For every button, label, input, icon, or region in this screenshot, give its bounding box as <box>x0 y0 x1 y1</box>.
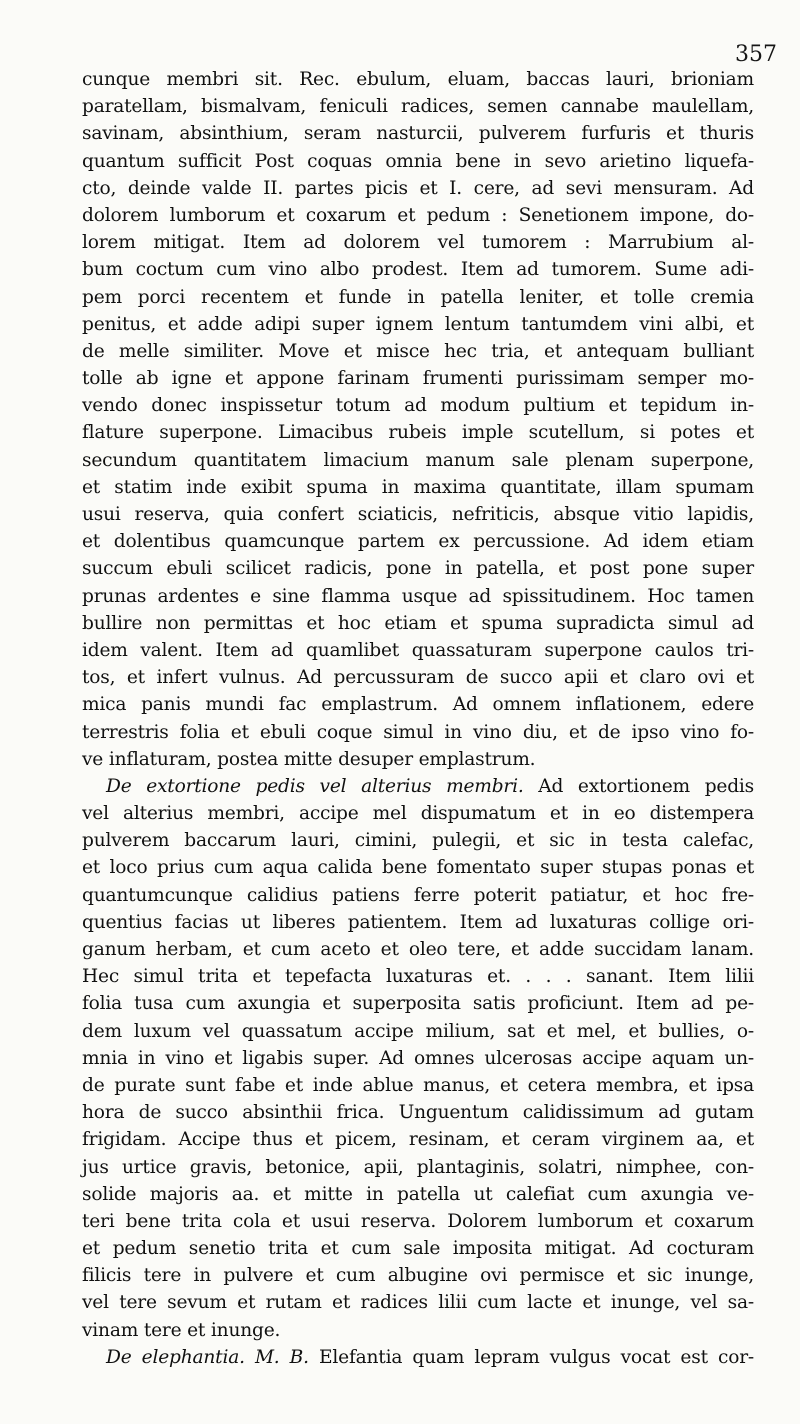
text-line: dolorem lumborum et coxarum et pedum : Senetionem impone, do- <box>82 204 754 226</box>
body-text <box>82 66 754 1371</box>
text-line: mica panis mundi fac emplastrum. Ad omnem inflationem, edere <box>82 694 754 716</box>
text-line: Hec simul trita et tepefacta luxaturas et. . . . sanant. Item lilii <box>82 966 754 988</box>
text-line: ve inflaturam, postea mitte desuper emplastrum. <box>82 748 536 770</box>
text-line: teri bene trita cola et usui reserva. Dolorem lumborum et coxarum <box>82 1210 754 1232</box>
text-line: bullire non permittas et hoc etiam et spuma supradicta simul ad <box>82 612 754 634</box>
text-line: penitus, et adde adipi super ignem lentum tantumdem vini albi, et <box>82 313 754 335</box>
text-line: de melle similiter. Move et misce hec tria, et antequam bulliant <box>82 340 754 362</box>
text-line: mnia in vino et ligabis super. Ad omnes ulcerosas accipe aquam un- <box>82 1047 754 1069</box>
text-line: tos, et infert vulnus. Ad percussuram de succo apii et claro ovi et <box>82 667 754 689</box>
text-line: solide majoris aa. et mitte in patella ut calefiat cum axungia ve- <box>82 1183 754 1205</box>
text-line: et dolentibus quamcunque partem ex percussione. Ad idem etiam <box>82 531 754 553</box>
text-line: usui reserva, quia confert sciaticis, nefriticis, absque vitio lapidis, <box>82 504 754 525</box>
section-heading-continuation: Ad extortionem pedis <box>523 775 754 797</box>
text-line: frigidam. Accipe thus et picem, resinam, et ceram virginem aa, et <box>82 1129 754 1151</box>
text-line: vel tere sevum et rutam et radices lilii cum lacte et inunge, vel sa- <box>82 1292 754 1314</box>
text-line: cunque membri sit. Rec. ebulum, eluam, baccas lauri, brioniam <box>82 69 754 90</box>
section-heading-extortione: De extortione pedis vel alterius membri. <box>106 775 524 797</box>
text-line: succum ebuli scilicet radicis, pone in patella, et post pone super <box>82 558 754 580</box>
text-line: et pedum senetio trita et cum sale imposita mitigat. Ad cocturam <box>82 1238 754 1260</box>
section-heading-elephantia: De elephantia. M. B. <box>106 1346 309 1368</box>
text-line: pem porci recentem et funde in patella leniter, et tolle cremia <box>82 286 754 308</box>
text-line: et statim inde exibit spuma in maxima quantitate, illam spumam <box>82 476 754 498</box>
text-line: folia tusa cum axungia et superposita satis proficiunt. Item ad pe- <box>82 993 754 1015</box>
text-line: quantum sufficit Post coquas omnia bene in sevo arietino liquefa- <box>82 150 754 172</box>
text-line: filicis tere in pulvere et cum albugine ovi permisce et sic inunge, <box>82 1265 754 1287</box>
text-line: savinam, absinthium, seram nasturcii, pulverem furfuris et thuris <box>82 123 754 145</box>
text-line: vel alterius membri, accipe mel dispumatum et in eo distempera <box>82 803 754 825</box>
text-line: pulverem baccarum lauri, cimini, pulegii, et sic in testa calefac, <box>82 830 754 852</box>
text-line: et loco prius cum aqua calida bene fomentato super stupas ponas et <box>82 857 754 879</box>
text-line: ganum herbam, et cum aceto et oleo tere, et adde succidam lanam. <box>82 939 754 960</box>
text-line: quentius facias ut liberes patientem. Item ad luxaturas collige ori- <box>82 911 754 933</box>
section-heading-continuation: Elefantia quam lepram vulgus vocat est cor- <box>308 1346 754 1368</box>
section-heading-line <box>82 1344 754 1371</box>
text-line: dem luxum vel quassatum accipe milium, sat et mel, et bullies, o- <box>82 1020 754 1042</box>
text-line: cto, deinde valde II. partes picis et I. cere, ad sevi mensuram. Ad <box>82 177 754 199</box>
text-line: bum coctum cum vino albo prodest. Item ad tumorem. Sume adi- <box>82 259 754 281</box>
text-line: flature superpone. Limacibus rubeis imple scutellum, si potes et <box>82 422 754 444</box>
section-heading-line <box>82 773 754 800</box>
text-line: idem valent. Item ad quamlibet quassaturam superpone caulos tri- <box>82 639 754 661</box>
text-line: vinam tere et inunge. <box>82 1319 281 1341</box>
text-line: terrestris folia et ebuli coque simul in vino diu, et de ipso vino fo- <box>82 721 754 743</box>
text-line: quantumcunque calidius patiens ferre poterit patiatur, et hoc fre- <box>82 884 754 906</box>
text-line: vendo donec inspissetur totum ad modum pultium et tepidum in- <box>82 395 754 417</box>
text-line: de purate sunt fabe et inde ablue manus, et cetera membra, et ipsa <box>82 1074 754 1096</box>
text-line: prunas ardentes e sine flamma usque ad spissitudinem. Hoc tamen <box>82 585 754 607</box>
text-line: hora de succo absinthii frica. Unguentum calidissimum ad gutam <box>82 1102 754 1124</box>
text-line: secundum quantitatem limacium manum sale plenam superpone, <box>82 449 754 471</box>
text-line: tolle ab igne et appone farinam frumenti purissimam semper mo- <box>82 368 754 390</box>
text-line: paratellam, bismalvam, feniculi radices, semen cannabe maulellam, <box>82 96 754 118</box>
text-line: jus urtice gravis, betonice, apii, plantaginis, solatri, nimphee, con- <box>82 1156 754 1178</box>
page-number: 357 <box>735 42 777 67</box>
text-line: lorem mitigat. Item ad dolorem vel tumorem : Marrubium al- <box>82 232 754 254</box>
